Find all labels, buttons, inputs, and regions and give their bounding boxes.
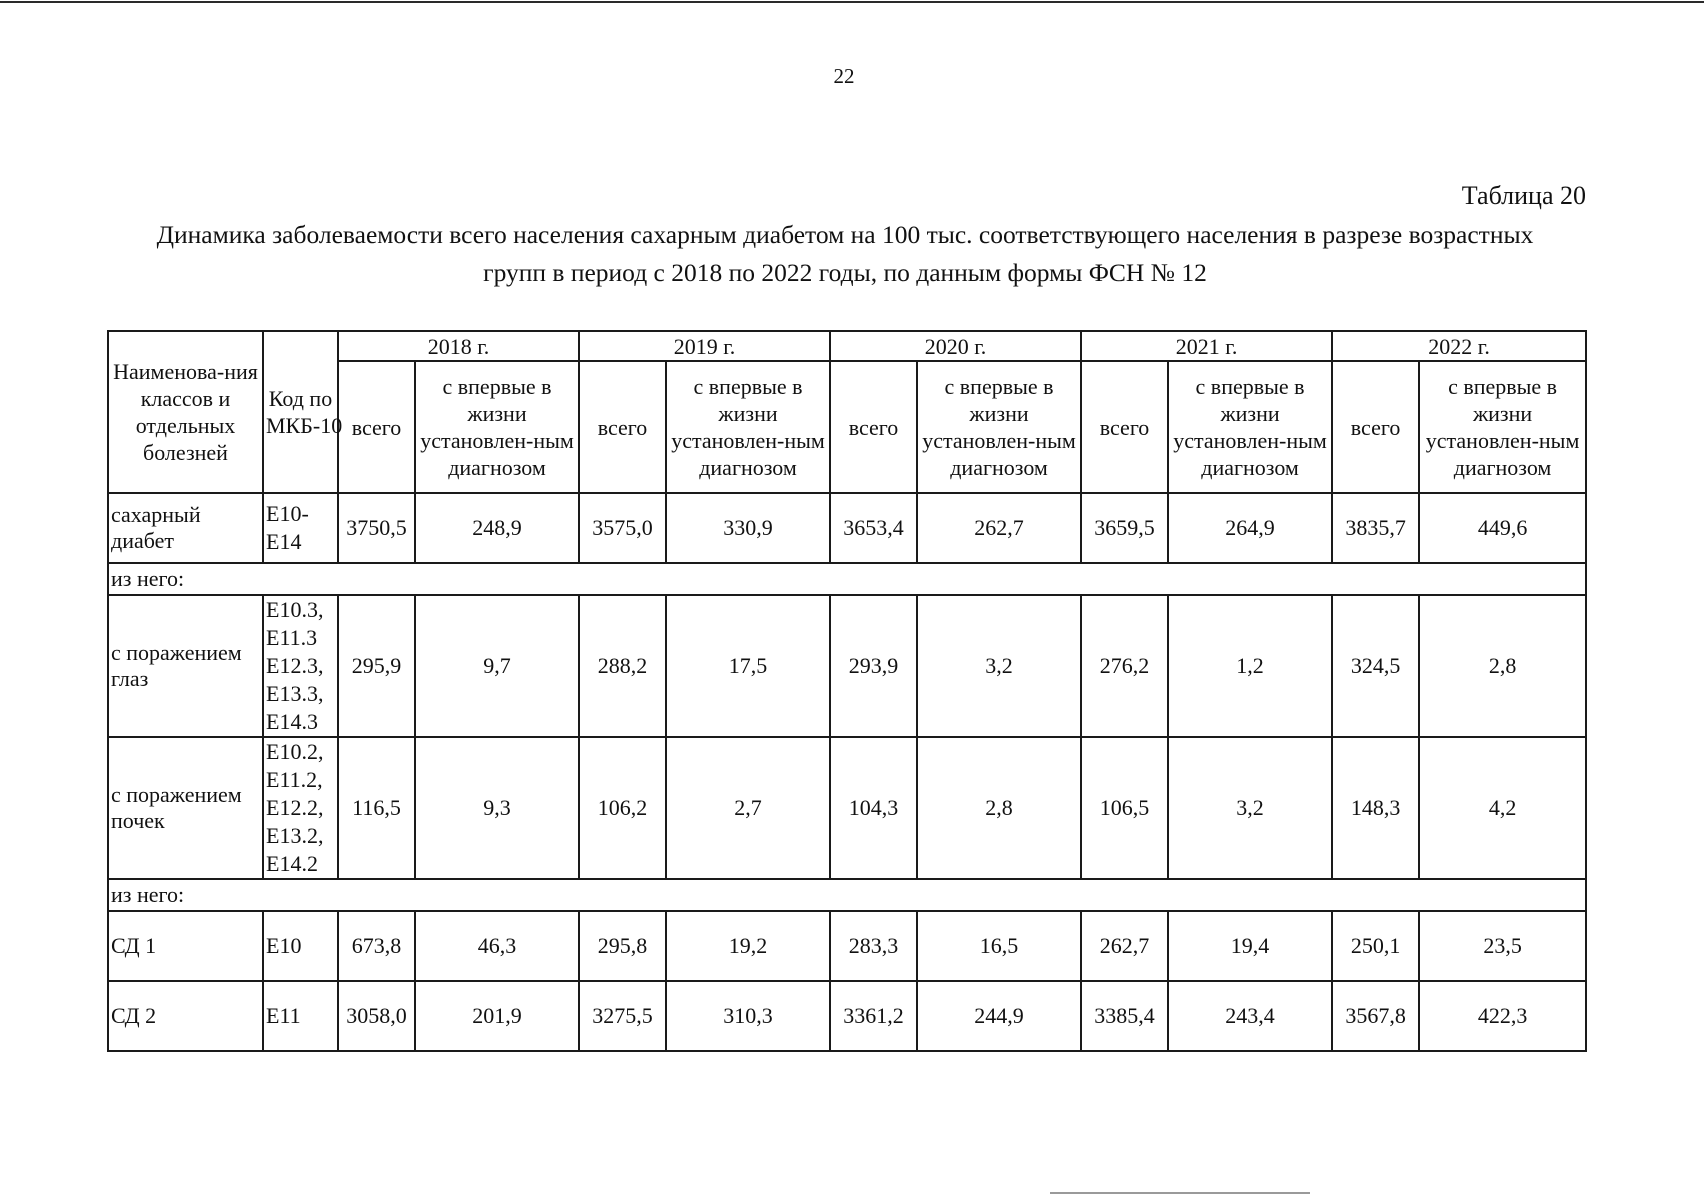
cell-value: 148,3 (1332, 737, 1419, 879)
cell-value: 250,1 (1332, 911, 1419, 981)
row-name: сахарный диабет (108, 493, 263, 563)
row-name: с поражением почек (108, 737, 263, 879)
cell-value: 201,9 (415, 981, 579, 1051)
row-code: E10-E14 (263, 493, 338, 563)
header-year-2019: 2019 г. (579, 331, 830, 361)
cell-value: 3575,0 (579, 493, 666, 563)
cell-value: 243,4 (1168, 981, 1332, 1051)
cell-value: 23,5 (1419, 911, 1586, 981)
header-new-diagnosis: с впервые в жизни установлен-ным диагнозом (1419, 361, 1586, 493)
cell-value: 3750,5 (338, 493, 415, 563)
cell-value: 1,2 (1168, 595, 1332, 737)
header-code-column: Код по МКБ-10 (263, 331, 338, 493)
cell-value: 2,8 (1419, 595, 1586, 737)
header-total: всего (1081, 361, 1168, 493)
cell-value: 264,9 (1168, 493, 1332, 563)
table-row-kidney-damage (108, 737, 1586, 879)
table-title: Динамика заболеваемости всего населения сахарным диабетом на 100 тыс. соответствующего населения в разрезе возрастных групп в период с 2018 по 2022 годы, по данным формы ФСН № 12 (156, 220, 1534, 287)
row-code: E10.3, E11.3 E12.3, E13.3, E14.3 (263, 595, 338, 737)
header-new-diagnosis: с впервые в жизни установлен-ным диагнозом (1168, 361, 1332, 493)
section-label: из него: (108, 879, 1586, 911)
page-number: 22 (833, 64, 855, 88)
cell-value: 116,5 (338, 737, 415, 879)
row-code: E10.2, E11.2, E12.2, E13.2, E14.2 (263, 737, 338, 879)
table-label: Таблица 20 (1461, 181, 1586, 210)
section-label: из него: (108, 563, 1586, 595)
header-total: всего (830, 361, 917, 493)
cell-value: 293,9 (830, 595, 917, 737)
cell-value: 449,6 (1419, 493, 1586, 563)
header-year-2018: 2018 г. (338, 331, 579, 361)
cell-value: 248,9 (415, 493, 579, 563)
cell-value: 3659,5 (1081, 493, 1168, 563)
cell-value: 283,3 (830, 911, 917, 981)
incidence-table (107, 330, 1587, 1052)
row-code: E11 (263, 981, 338, 1051)
header-total: всего (338, 361, 415, 493)
header-year-2022: 2022 г. (1332, 331, 1586, 361)
table-row-type2 (108, 981, 1586, 1051)
row-name: с поражением глаз (108, 595, 263, 737)
cell-value: 3,2 (917, 595, 1081, 737)
row-name: СД 2 (108, 981, 263, 1051)
cell-value: 262,7 (1081, 911, 1168, 981)
cell-value: 19,4 (1168, 911, 1332, 981)
cell-value: 104,3 (830, 737, 917, 879)
header-year-2021: 2021 г. (1081, 331, 1332, 361)
header-new-diagnosis: с впервые в жизни установлен-ным диагнозом (917, 361, 1081, 493)
cell-value: 422,3 (1419, 981, 1586, 1051)
table-section-row (108, 563, 1586, 595)
cell-value: 3361,2 (830, 981, 917, 1051)
cell-value: 46,3 (415, 911, 579, 981)
table-row-type1 (108, 911, 1586, 981)
cell-value: 3835,7 (1332, 493, 1419, 563)
table-row-diabetes (108, 493, 1586, 563)
cell-value: 2,7 (666, 737, 830, 879)
cell-value: 3,2 (1168, 737, 1332, 879)
cell-value: 276,2 (1081, 595, 1168, 737)
cell-value: 3275,5 (579, 981, 666, 1051)
table-section-row (108, 879, 1586, 911)
cell-value: 4,2 (1419, 737, 1586, 879)
cell-value: 673,8 (338, 911, 415, 981)
row-name: СД 1 (108, 911, 263, 981)
row-code: E10 (263, 911, 338, 981)
header-name-column: Наименова-ния классов и отдельных болезней (108, 331, 263, 493)
header-new-diagnosis: с впервые в жизни установлен-ным диагнозом (415, 361, 579, 493)
cell-value: 9,7 (415, 595, 579, 737)
cell-value: 9,3 (415, 737, 579, 879)
cell-value: 3653,4 (830, 493, 917, 563)
cell-value: 3567,8 (1332, 981, 1419, 1051)
cell-value: 3385,4 (1081, 981, 1168, 1051)
cell-value: 310,3 (666, 981, 830, 1051)
cell-value: 19,2 (666, 911, 830, 981)
cell-value: 324,5 (1332, 595, 1419, 737)
header-total: всего (1332, 361, 1419, 493)
cell-value: 244,9 (917, 981, 1081, 1051)
table-row-eye-damage (108, 595, 1586, 737)
cell-value: 295,9 (338, 595, 415, 737)
cell-value: 106,2 (579, 737, 666, 879)
cell-value: 295,8 (579, 911, 666, 981)
scan-artifact-line (1050, 1192, 1310, 1194)
header-total: всего (579, 361, 666, 493)
cell-value: 288,2 (579, 595, 666, 737)
cell-value: 106,5 (1081, 737, 1168, 879)
cell-value: 330,9 (666, 493, 830, 563)
cell-value: 3058,0 (338, 981, 415, 1051)
header-new-diagnosis: с впервые в жизни установлен-ным диагнозом (666, 361, 830, 493)
cell-value: 17,5 (666, 595, 830, 737)
header-year-2020: 2020 г. (830, 331, 1081, 361)
scan-edge-line (0, 1, 1704, 3)
cell-value: 2,8 (917, 737, 1081, 879)
cell-value: 262,7 (917, 493, 1081, 563)
cell-value: 16,5 (917, 911, 1081, 981)
